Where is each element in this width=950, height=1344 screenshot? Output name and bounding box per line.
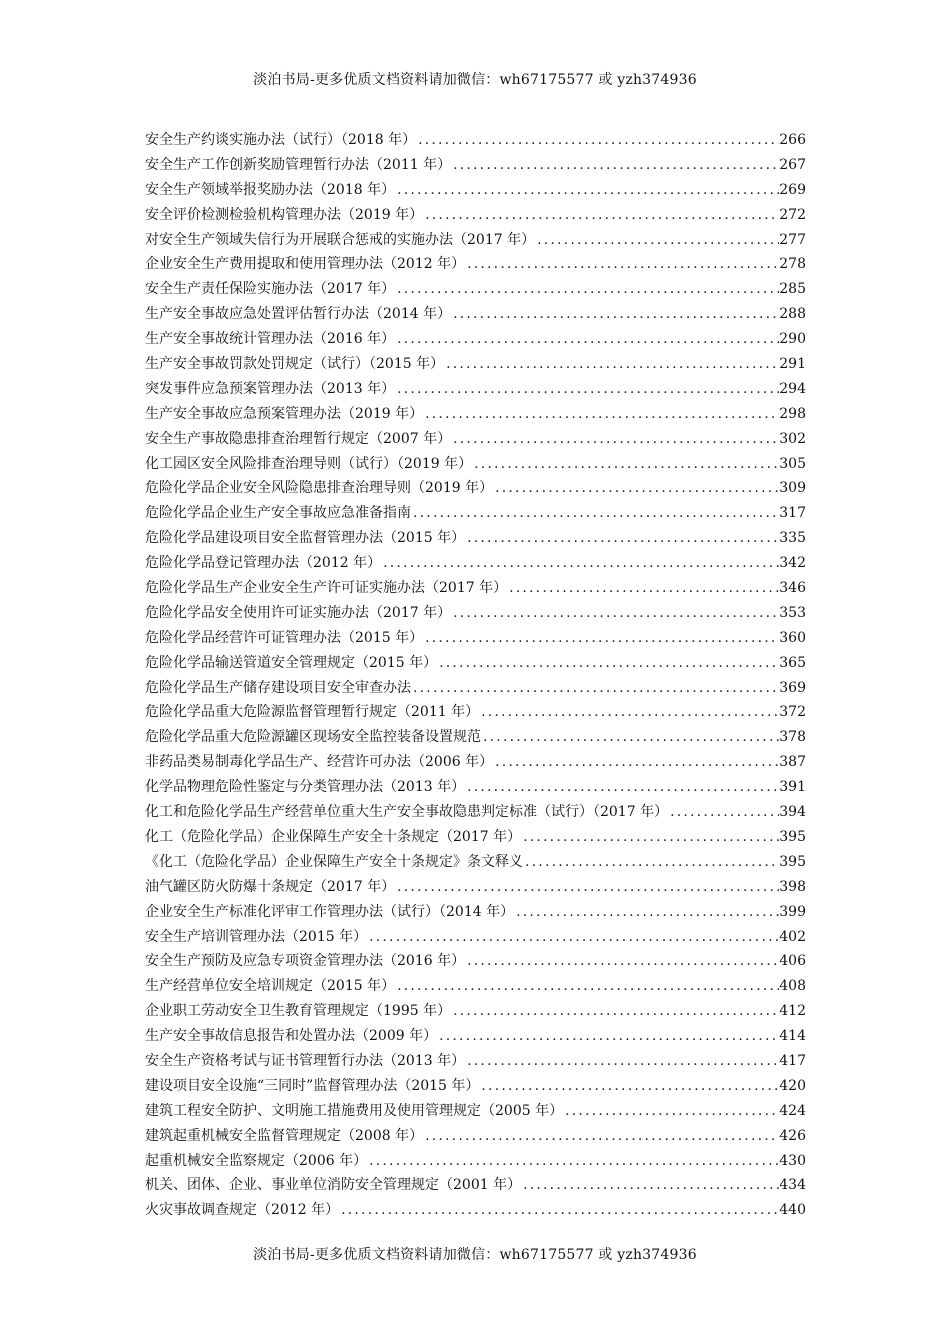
toc-entry-title: 危险化学品企业生产安全事故应急准备指南 bbox=[145, 505, 411, 522]
toc-entry-page-number: 408 bbox=[779, 978, 806, 995]
toc-entry-title: 化工（危险化学品）企业保障生产安全十条规定（2017 年） bbox=[145, 828, 522, 845]
toc-leader-dots bbox=[423, 402, 779, 427]
toc-entry[interactable] bbox=[145, 1149, 806, 1174]
toc-entry-title: 化学品物理危险性鉴定与分类管理办法（2013 年） bbox=[145, 779, 466, 796]
toc-leader-dots bbox=[395, 178, 779, 203]
toc-entry[interactable] bbox=[145, 601, 806, 626]
toc-leader-dots bbox=[465, 1049, 779, 1074]
toc-entry-title: 起重机械安全监察规定（2006 年） bbox=[145, 1152, 368, 1169]
toc-entry-title: 企业安全生产标准化评审工作管理办法（试行）（2014 年） bbox=[145, 903, 515, 920]
toc-entry-page-number: 412 bbox=[779, 1003, 806, 1020]
toc-entry-title: 危险化学品输送管道安全管理规定（2015 年） bbox=[145, 654, 438, 671]
toc-entry[interactable] bbox=[145, 925, 806, 950]
toc-entry[interactable] bbox=[145, 800, 806, 825]
toc-leader-dots bbox=[381, 551, 779, 576]
toc-entry-title: 建筑工程安全防护、文明施工措施费用及使用管理规定（2005 年） bbox=[145, 1102, 564, 1119]
toc-entry-title: 危险化学品生产储存建设项目安全审查办法 bbox=[145, 679, 411, 696]
toc-leader-dots bbox=[507, 576, 779, 601]
toc-entry[interactable] bbox=[145, 900, 806, 925]
toc-entry-title: 油气罐区防火防爆十条规定（2017 年） bbox=[145, 878, 396, 895]
toc-leader-dots bbox=[481, 725, 779, 750]
toc-leader-dots bbox=[472, 452, 779, 477]
toc-leader-dots bbox=[423, 203, 779, 228]
toc-entry-page-number: 298 bbox=[779, 405, 806, 422]
toc-entry[interactable] bbox=[145, 526, 806, 551]
toc-entry[interactable] bbox=[145, 1124, 806, 1149]
toc-leader-dots bbox=[437, 651, 779, 676]
toc-entry[interactable] bbox=[145, 725, 806, 750]
toc-entry-title: 危险化学品建设项目安全监督管理办法（2015 年） bbox=[145, 530, 466, 547]
toc-entry[interactable] bbox=[145, 252, 806, 277]
toc-entry-title: 化工和危险化学品生产经营单位重大生产安全事故隐患判定标准（试行）（2017 年） bbox=[145, 804, 669, 821]
toc-entry-title: 安全生产工作创新奖励管理暂行办法（2011 年） bbox=[145, 156, 452, 173]
toc-entry-page-number: 277 bbox=[779, 231, 806, 248]
toc-entry-title: 化工园区安全风险排查治理导则（试行）（2019 年） bbox=[145, 455, 473, 472]
page-header-note: 淡泊书局-更多优质文档资料请加微信：wh67175577 或 yzh374936 bbox=[253, 72, 697, 88]
toc-entry-page-number: 395 bbox=[779, 828, 806, 845]
toc-entry-title: 安全生产资格考试与证书管理暂行办法（2013 年） bbox=[145, 1052, 466, 1069]
toc-entry[interactable] bbox=[145, 1198, 806, 1223]
toc-entry-page-number: 398 bbox=[779, 878, 806, 895]
toc-leader-dots bbox=[451, 427, 779, 452]
toc-entry-page-number: 395 bbox=[779, 853, 806, 870]
toc-entry-page-number: 434 bbox=[779, 1177, 806, 1194]
toc-entry-page-number: 372 bbox=[779, 704, 806, 721]
toc-entry-page-number: 342 bbox=[779, 555, 806, 572]
toc-entry-title: 安全生产责任保险实施办法（2017 年） bbox=[145, 281, 396, 298]
toc-entry-page-number: 414 bbox=[779, 1028, 806, 1045]
toc-entry[interactable] bbox=[145, 128, 806, 153]
toc-entry-page-number: 346 bbox=[779, 580, 806, 597]
toc-entry-page-number: 417 bbox=[779, 1052, 806, 1069]
toc-entry[interactable] bbox=[145, 203, 806, 228]
toc-entry-page-number: 278 bbox=[779, 256, 806, 273]
toc-entry-title: 安全生产培训管理办法（2015 年） bbox=[145, 928, 368, 945]
toc-entry[interactable] bbox=[145, 476, 806, 501]
toc-entry-title: 安全评价检测检验机构管理办法（2019 年） bbox=[145, 206, 424, 223]
toc-entry-page-number: 440 bbox=[779, 1202, 806, 1219]
toc-entry-page-number: 394 bbox=[779, 804, 806, 821]
toc-entry-title: 危险化学品企业安全风险隐患排查治理导则（2019 年） bbox=[145, 480, 494, 497]
toc-entry[interactable] bbox=[145, 327, 806, 352]
toc-entry-title: 生产经营单位安全培训规定（2015 年） bbox=[145, 978, 396, 995]
toc-entry[interactable] bbox=[145, 402, 806, 427]
toc-entry-title: 机关、团体、企业、事业单位消防安全管理规定（2001 年） bbox=[145, 1177, 522, 1194]
toc-entry[interactable] bbox=[145, 377, 806, 402]
toc-leader-dots bbox=[493, 750, 779, 775]
toc-entry-title: 危险化学品重大危险源监督管理暂行规定（2011 年） bbox=[145, 704, 480, 721]
toc-leader-dots bbox=[465, 526, 779, 551]
toc-entry[interactable] bbox=[145, 1099, 806, 1124]
toc-entry-page-number: 272 bbox=[779, 206, 806, 223]
toc-entry[interactable] bbox=[145, 228, 806, 253]
toc-leader-dots bbox=[339, 1198, 779, 1223]
toc-entry-page-number: 290 bbox=[779, 331, 806, 348]
toc-entry-page-number: 317 bbox=[779, 505, 806, 522]
toc-entry[interactable] bbox=[145, 501, 806, 526]
toc-entry-page-number: 430 bbox=[779, 1152, 806, 1169]
toc-leader-dots bbox=[479, 700, 779, 725]
toc-leader-dots bbox=[437, 1024, 779, 1049]
toc-entry[interactable] bbox=[145, 775, 806, 800]
toc-entry-title: 安全生产预防及应急专项资金管理办法（2016 年） bbox=[145, 953, 466, 970]
toc-entry-page-number: 309 bbox=[779, 480, 806, 497]
toc-leader-dots bbox=[535, 228, 779, 253]
toc-leader-dots bbox=[493, 476, 779, 501]
toc-entry-page-number: 302 bbox=[779, 430, 806, 447]
toc-entry[interactable] bbox=[145, 551, 806, 576]
toc-leader-dots bbox=[465, 949, 779, 974]
toc-entry-page-number: 360 bbox=[779, 629, 806, 646]
toc-entry-page-number: 288 bbox=[779, 306, 806, 323]
toc-leader-dots bbox=[395, 974, 779, 999]
toc-entry[interactable] bbox=[145, 153, 806, 178]
toc-entry-title: 企业安全生产费用提取和使用管理办法（2012 年） bbox=[145, 256, 466, 273]
toc-leader-dots bbox=[514, 900, 779, 925]
toc-leader-dots bbox=[521, 1173, 779, 1198]
toc-entry[interactable] bbox=[145, 452, 806, 477]
toc-entry[interactable] bbox=[145, 1049, 806, 1074]
toc-entry-page-number: 269 bbox=[779, 181, 806, 198]
toc-leader-dots bbox=[395, 875, 779, 900]
toc-entry-page-number: 285 bbox=[779, 281, 806, 298]
page-footer-note: 淡泊书局-更多优质文档资料请加微信：wh67175577 或 yzh374936 bbox=[253, 1247, 697, 1263]
toc-entry-page-number: 291 bbox=[779, 356, 806, 373]
toc-entry-title: 危险化学品重大危险源罐区现场安全监控装备设置规范 bbox=[145, 729, 481, 746]
toc-leader-dots bbox=[563, 1099, 779, 1124]
toc-entry-page-number: 420 bbox=[779, 1077, 806, 1094]
toc-entry-title: 生产安全事故统计管理办法（2016 年） bbox=[145, 331, 396, 348]
toc-leader-dots bbox=[451, 302, 779, 327]
toc-entry-title: 建设项目安全设施“三同时”监督管理办法（2015 年） bbox=[145, 1077, 480, 1094]
toc-entry-page-number: 267 bbox=[779, 156, 806, 173]
toc-entry-page-number: 406 bbox=[779, 953, 806, 970]
toc-entry-page-number: 369 bbox=[779, 679, 806, 696]
toc-entry[interactable] bbox=[145, 850, 806, 875]
toc-leader-dots bbox=[395, 327, 779, 352]
toc-entry-page-number: 335 bbox=[779, 530, 806, 547]
toc-leader-dots bbox=[668, 800, 779, 825]
toc-entry[interactable] bbox=[145, 700, 806, 725]
toc-entry[interactable] bbox=[145, 576, 806, 601]
toc-entry[interactable] bbox=[145, 949, 806, 974]
toc-leader-dots bbox=[451, 153, 779, 178]
toc-leader-dots bbox=[523, 850, 779, 875]
toc-entry[interactable] bbox=[145, 825, 806, 850]
toc-entry-title: 安全生产事故隐患排查治理暂行规定（2007 年） bbox=[145, 430, 452, 447]
toc-leader-dots bbox=[465, 252, 779, 277]
toc-entry[interactable] bbox=[145, 875, 806, 900]
toc-entry-title: 建筑起重机械安全监督管理规定（2008 年） bbox=[145, 1127, 424, 1144]
toc-leader-dots bbox=[465, 775, 779, 800]
toc-entry-page-number: 402 bbox=[779, 928, 806, 945]
toc-entry-page-number: 424 bbox=[779, 1102, 806, 1119]
toc-entry-title: 对安全生产领域失信行为开展联合惩戒的实施办法（2017 年） bbox=[145, 231, 536, 248]
toc-entry[interactable] bbox=[145, 1074, 806, 1099]
toc-leader-dots bbox=[451, 999, 779, 1024]
toc-entry-title: 危险化学品安全使用许可证实施办法（2017 年） bbox=[145, 604, 452, 621]
toc-entry[interactable] bbox=[145, 352, 806, 377]
toc-leader-dots bbox=[451, 601, 779, 626]
toc-entry-page-number: 365 bbox=[779, 654, 806, 671]
toc-entry-title: 安全生产领域举报奖励办法（2018 年） bbox=[145, 181, 396, 198]
toc-entry[interactable] bbox=[145, 427, 806, 452]
toc-entry-page-number: 399 bbox=[779, 903, 806, 920]
toc-leader-dots bbox=[416, 128, 779, 153]
toc-entry-title: 企业职工劳动安全卫生教育管理规定（1995 年） bbox=[145, 1003, 452, 1020]
toc-entry[interactable] bbox=[145, 1024, 806, 1049]
toc-entry-title: 《化工（危险化学品）企业保障生产安全十条规定》条文释义 bbox=[145, 853, 523, 870]
toc-entry[interactable] bbox=[145, 178, 806, 203]
toc-leader-dots bbox=[479, 1074, 779, 1099]
toc-leader-dots bbox=[411, 676, 779, 701]
toc-leader-dots bbox=[423, 626, 779, 651]
toc-entry-page-number: 305 bbox=[779, 455, 806, 472]
toc-entry-page-number: 378 bbox=[779, 729, 806, 746]
toc-leader-dots bbox=[367, 1149, 779, 1174]
table-of-contents bbox=[145, 128, 806, 1223]
toc-leader-dots bbox=[411, 501, 779, 526]
toc-entry-page-number: 387 bbox=[779, 754, 806, 771]
toc-entry[interactable] bbox=[145, 999, 806, 1024]
toc-leader-dots bbox=[521, 825, 779, 850]
toc-leader-dots bbox=[367, 925, 779, 950]
toc-entry[interactable] bbox=[145, 750, 806, 775]
toc-entry-title: 生产安全事故信息报告和处置办法（2009 年） bbox=[145, 1028, 438, 1045]
toc-entry-page-number: 391 bbox=[779, 779, 806, 796]
toc-entry-title: 非药品类易制毒化学品生产、经营许可办法（2006 年） bbox=[145, 754, 494, 771]
toc-entry[interactable] bbox=[145, 302, 806, 327]
toc-entry-title: 危险化学品登记管理办法（2012 年） bbox=[145, 555, 382, 572]
toc-leader-dots bbox=[444, 352, 779, 377]
toc-leader-dots bbox=[395, 277, 779, 302]
toc-leader-dots bbox=[423, 1124, 779, 1149]
toc-entry-title: 生产安全事故罚款处罚规定（试行）（2015 年） bbox=[145, 356, 445, 373]
toc-entry-title: 生产安全事故应急处置评估暂行办法（2014 年） bbox=[145, 306, 452, 323]
toc-entry-page-number: 426 bbox=[779, 1127, 806, 1144]
toc-entry-title: 突发事件应急预案管理办法（2013 年） bbox=[145, 380, 396, 397]
toc-entry-title: 安全生产约谈实施办法（试行）（2018 年） bbox=[145, 132, 417, 148]
toc-entry-page-number: 353 bbox=[779, 604, 806, 621]
toc-entry[interactable] bbox=[145, 277, 806, 302]
toc-entry-page-number: 294 bbox=[779, 380, 806, 397]
toc-entry[interactable] bbox=[145, 974, 806, 999]
toc-entry[interactable] bbox=[145, 626, 806, 651]
toc-entry-page-number: 266 bbox=[779, 132, 806, 148]
toc-entry[interactable] bbox=[145, 676, 806, 701]
toc-entry-title: 危险化学品生产企业安全生产许可证实施办法（2017 年） bbox=[145, 580, 508, 597]
toc-leader-dots bbox=[395, 377, 779, 402]
toc-entry[interactable] bbox=[145, 1173, 806, 1198]
toc-entry-title: 火灾事故调查规定（2012 年） bbox=[145, 1202, 340, 1219]
toc-entry[interactable] bbox=[145, 651, 806, 676]
toc-entry-title: 危险化学品经营许可证管理办法（2015 年） bbox=[145, 629, 424, 646]
toc-entry-title: 生产安全事故应急预案管理办法（2019 年） bbox=[145, 405, 424, 422]
